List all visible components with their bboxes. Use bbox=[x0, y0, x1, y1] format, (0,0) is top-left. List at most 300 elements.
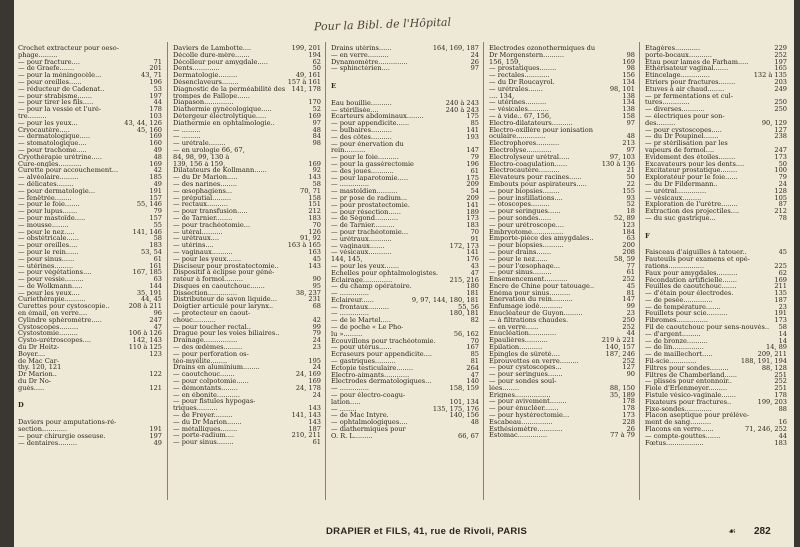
entry-term: — à filtrations chaudes. bbox=[489, 316, 569, 324]
index-entry bbox=[645, 277, 787, 284]
index-entry bbox=[18, 147, 162, 154]
index-entry bbox=[489, 195, 635, 202]
index-entry bbox=[489, 167, 635, 174]
entry-pages: 135, 175, 176 bbox=[432, 404, 479, 413]
index-entry bbox=[331, 283, 479, 290]
entry-term: Écarteurs abdominaux........ bbox=[331, 113, 424, 121]
index-entry bbox=[331, 412, 479, 419]
entry-pages: 106 à 126 bbox=[128, 329, 162, 338]
index-entry bbox=[489, 324, 635, 331]
section-letter bbox=[331, 79, 479, 93]
index-entry bbox=[645, 59, 787, 66]
entry-pages bbox=[476, 72, 479, 79]
entry-term: — en verre.......... bbox=[331, 51, 389, 59]
entry-pages: 18 bbox=[626, 207, 635, 216]
index-entry bbox=[18, 215, 162, 222]
entry-term: phage......... bbox=[18, 51, 58, 59]
entry-term: Flacons en verre...... bbox=[645, 426, 714, 433]
entry-pages: 48 bbox=[312, 125, 321, 134]
index-entry bbox=[18, 93, 162, 100]
entry-term: — urétraux........... bbox=[331, 235, 392, 243]
entry-pages: 78 bbox=[778, 213, 787, 222]
handwritten-signature: Pour la Bibl. de l'Hôpital bbox=[313, 15, 452, 34]
entry-pages: 199, 203 bbox=[757, 397, 787, 406]
entry-term: — dermatologique..... bbox=[18, 133, 91, 141]
entry-term: Éprouvettes en verre......... bbox=[489, 357, 579, 365]
entry-pages: 44, 45 bbox=[141, 295, 162, 304]
entry-pages: 47 bbox=[470, 370, 479, 379]
entry-pages: 141, 146 bbox=[132, 227, 162, 236]
entry-term: — .............. bbox=[331, 310, 370, 318]
index-entry bbox=[331, 134, 479, 141]
entry-term: — pour le rein...... bbox=[18, 248, 79, 256]
entry-pages: 35, 189 bbox=[609, 390, 635, 399]
entry-term: porte-bocaux........... bbox=[645, 51, 712, 59]
index-entry bbox=[173, 303, 321, 310]
entry-pages: 200 bbox=[622, 241, 635, 250]
entry-pages: 151 bbox=[308, 200, 321, 209]
entry-term: triques.......... bbox=[173, 405, 218, 413]
entry-term: oculaire.............. bbox=[489, 133, 546, 141]
entry-term: — de bronze.......... bbox=[645, 337, 708, 345]
entry-term: — vaginaux....... bbox=[331, 242, 385, 250]
entry-pages: 240 à 243 bbox=[445, 105, 479, 114]
index-entry bbox=[18, 127, 162, 134]
entry-term: Évidement des étoiles........ bbox=[645, 153, 736, 161]
entry-pages: 90, 129 bbox=[761, 118, 787, 127]
entry-term: Diapason.............. bbox=[173, 99, 234, 107]
entry-term: Diathermie gynécologique..... bbox=[173, 106, 272, 113]
entry-pages: 24, 178 bbox=[295, 383, 321, 392]
column-rule bbox=[325, 42, 326, 500]
index-entry bbox=[173, 215, 321, 222]
entry-term: — du Dr Marion....... bbox=[173, 418, 242, 426]
entry-term: Épaulières........... bbox=[489, 337, 548, 345]
index-entry bbox=[489, 303, 635, 310]
index-entry bbox=[331, 243, 479, 250]
entry-pages: 22 bbox=[626, 179, 635, 188]
entry-term: Encre de Chine pour tatouage.. bbox=[489, 282, 595, 290]
entry-term: rateur à formol......... bbox=[173, 276, 243, 283]
index-entry bbox=[331, 59, 479, 66]
entry-pages: 24 bbox=[312, 363, 321, 372]
entry-term: — .............. bbox=[331, 385, 370, 393]
entry-pages: 49 bbox=[153, 179, 162, 188]
index-entry bbox=[645, 188, 787, 195]
entry-term: Fil de caoutchouc pour sens-nouvés.. bbox=[645, 324, 770, 331]
index-entry bbox=[173, 358, 321, 365]
entry-term: Détergeur électrolytique..... bbox=[173, 112, 267, 120]
entry-pages: 188, 191, 194 bbox=[740, 357, 787, 366]
entry-term: — pour utérus...... bbox=[331, 344, 392, 352]
entry-pages: 158 bbox=[622, 111, 635, 120]
entry-pages: 43, 44, 126 bbox=[124, 118, 162, 127]
index-entry bbox=[173, 181, 321, 188]
entry-pages: 97 bbox=[312, 118, 321, 127]
index-entry bbox=[489, 235, 635, 242]
entry-term: — pour colpotomie...... bbox=[173, 378, 249, 385]
entry-term: — ........ bbox=[331, 405, 357, 413]
index-entry bbox=[645, 310, 787, 317]
page-number: 282 bbox=[754, 526, 771, 537]
entry-term: Éthérisateur vaginal....... bbox=[645, 65, 729, 73]
entry-pages: 172, 173 bbox=[449, 241, 479, 250]
entry-pages: 169 bbox=[622, 57, 635, 66]
entry-term: — pour biopsies.......... bbox=[489, 242, 564, 249]
index-entry bbox=[18, 310, 162, 317]
entry-term: Doigtier articulé pour larynx.. bbox=[173, 303, 274, 311]
entry-term: — de Freyer......... bbox=[173, 412, 233, 419]
index-entry bbox=[173, 249, 321, 256]
entry-pages: 58, 59 bbox=[614, 254, 635, 263]
entry-term: — en verre...... bbox=[489, 323, 539, 331]
entry-term: — mousse........ bbox=[18, 221, 69, 229]
entry-pages: 126 bbox=[308, 227, 321, 236]
entry-term: Électro-aimants............ bbox=[331, 371, 410, 379]
index-entry bbox=[18, 52, 162, 59]
entry-term: — pour la gassérectomie bbox=[331, 160, 414, 168]
ornament-icon: ☙ bbox=[728, 527, 737, 537]
entry-pages: 55, 146 bbox=[136, 200, 162, 209]
entry-term: Électrophores........... bbox=[489, 140, 560, 147]
entry-term: — alvéolaire......... bbox=[18, 174, 79, 181]
entry-pages: 47 bbox=[153, 322, 162, 331]
entry-pages: 14 bbox=[778, 336, 787, 345]
entry-term: Cystostomie......... bbox=[18, 330, 78, 338]
scan-edge-left bbox=[0, 0, 14, 547]
entry-term: D bbox=[18, 401, 24, 410]
entry-term: — pour trachéotomie... bbox=[331, 228, 409, 236]
entry-pages: 98 bbox=[626, 50, 635, 59]
entry-term: téo-myélite........ bbox=[173, 357, 228, 365]
entry-term: Esthésiomètre............ bbox=[489, 425, 563, 433]
entry-pages: 144 bbox=[149, 281, 162, 290]
entry-pages: 44 bbox=[626, 329, 635, 338]
entry-term: — pour chirurgie osseuse. bbox=[18, 432, 106, 440]
index-entry bbox=[18, 344, 162, 351]
index-entry bbox=[331, 433, 479, 440]
index-entry bbox=[18, 358, 162, 365]
index-entry bbox=[18, 433, 162, 440]
entry-pages: 99 bbox=[626, 302, 635, 311]
entry-pages: 141 bbox=[466, 200, 479, 209]
entry-term: — obstétricale...... bbox=[18, 235, 79, 243]
index-entry bbox=[173, 195, 321, 202]
index-entry bbox=[645, 167, 787, 174]
entry-pages: 91, 92 bbox=[300, 234, 321, 243]
entry-term: — pour le foie....... bbox=[18, 201, 80, 209]
index-entry bbox=[173, 392, 321, 399]
index-entry bbox=[331, 365, 479, 372]
entry-pages: 45 bbox=[626, 281, 635, 290]
index-entry bbox=[489, 93, 635, 100]
entry-pages: 238 bbox=[774, 132, 787, 141]
index-entry bbox=[173, 310, 321, 317]
entry-pages: 187, 246 bbox=[605, 349, 635, 358]
entry-term: — en ébonite........... bbox=[173, 391, 240, 399]
index-entry bbox=[331, 168, 479, 175]
entry-pages: 127 bbox=[774, 125, 787, 134]
entry-term: — .............. bbox=[331, 181, 370, 189]
index-entry bbox=[489, 358, 635, 365]
entry-pages: 58 bbox=[778, 323, 787, 332]
entry-term: du Dr No- bbox=[18, 378, 52, 385]
entry-pages: 63 bbox=[153, 275, 162, 284]
entry-term: — de lin............... bbox=[645, 344, 704, 352]
entry-term: — pour le nez..... bbox=[18, 228, 75, 236]
entry-pages: 88 bbox=[778, 404, 787, 413]
entry-term: ment de sang.......... bbox=[645, 419, 712, 427]
entry-term: — pour cystoscopes... bbox=[489, 364, 562, 372]
index-entry bbox=[331, 256, 479, 263]
index-entry bbox=[173, 324, 321, 331]
index-entry bbox=[331, 209, 479, 216]
entry-pages: 183 bbox=[466, 221, 479, 230]
entry-pages: 122 bbox=[149, 370, 162, 379]
index-entry bbox=[489, 229, 635, 236]
entry-term: Dermatologie......... bbox=[173, 72, 238, 79]
index-entry bbox=[645, 86, 787, 93]
entry-pages: 98, 101 bbox=[609, 84, 635, 93]
entry-pages: 26 bbox=[470, 57, 479, 66]
index-entry bbox=[489, 398, 635, 405]
entry-pages: 50 bbox=[778, 159, 787, 168]
entry-term: F bbox=[645, 231, 650, 240]
entry-term: — pour drains....... bbox=[489, 248, 552, 256]
entry-term: — ......... bbox=[173, 133, 201, 141]
entry-pages: 185 bbox=[149, 173, 162, 182]
entry-term: — de Mac Intyre. bbox=[331, 412, 389, 420]
entry-pages: 56, 162 bbox=[453, 329, 479, 338]
entry-term: Curiethérapie.......... bbox=[18, 296, 86, 304]
entry-term: — pour instillations.... bbox=[489, 194, 563, 202]
index-entry bbox=[645, 106, 787, 113]
index-entry bbox=[645, 304, 787, 311]
entry-pages: 55, 56 bbox=[458, 302, 479, 311]
entry-term: Daviers pour amputations-ré- bbox=[18, 419, 117, 427]
index-entry bbox=[489, 72, 635, 79]
index-entry bbox=[645, 140, 787, 147]
entry-pages: 178 bbox=[149, 105, 162, 114]
entry-term: — pour l'œsophage... bbox=[489, 262, 560, 270]
entry-pages: 97 bbox=[626, 118, 635, 127]
column-rule bbox=[167, 42, 168, 500]
entry-term: O. R. L......... bbox=[331, 432, 373, 440]
index-entry bbox=[18, 140, 162, 147]
entry-pages: 66, 67 bbox=[458, 431, 479, 440]
entry-pages: 169 bbox=[308, 377, 321, 386]
index-entry bbox=[331, 181, 479, 188]
entry-term: Exploratéur pour le foie...... bbox=[645, 174, 738, 181]
entry-term: — pour seringues....... bbox=[489, 371, 563, 379]
entry-term: — rectales............ bbox=[489, 72, 550, 79]
index-entry bbox=[173, 120, 321, 127]
entry-pages: 178 bbox=[774, 391, 787, 400]
index-entry bbox=[645, 249, 787, 256]
entry-term: Eau bouillie.......... bbox=[331, 99, 392, 107]
index-entry bbox=[645, 372, 787, 379]
entry-term: — électriques pour son- bbox=[645, 112, 725, 120]
entry-term: Épingles de sûreté.... bbox=[489, 350, 560, 358]
entry-pages: 203 bbox=[774, 77, 787, 86]
entry-term: Disciseur pour prostatectomie.. bbox=[173, 262, 279, 270]
entry-term: Drainage................ bbox=[173, 337, 238, 345]
entry-pages: 97 bbox=[470, 64, 479, 73]
entry-pages: 26 bbox=[626, 424, 635, 433]
index-entry bbox=[489, 405, 635, 412]
entry-term: 139, 156 à 159, bbox=[173, 160, 226, 168]
index-entry bbox=[173, 154, 321, 161]
index-entry bbox=[18, 72, 162, 79]
entry-term: Étau pour lames de Farham..... bbox=[645, 58, 749, 66]
index-column-2 bbox=[173, 45, 321, 446]
entry-pages: 88, 150 bbox=[609, 383, 635, 392]
index-entry bbox=[173, 45, 321, 52]
entry-term: — vésicaux........... bbox=[331, 249, 392, 257]
entry-term: Emporte-pièce des amygdales.. bbox=[489, 235, 594, 243]
entry-term: Escabeau............... bbox=[489, 418, 553, 426]
entry-pages: 173 bbox=[774, 316, 787, 325]
entry-pages: 199, 201 bbox=[291, 45, 321, 52]
entry-term: — pour hystérectomie... bbox=[489, 412, 570, 419]
entry-term: — diathermiques pour bbox=[331, 426, 406, 433]
entry-pages: 48 bbox=[153, 152, 162, 161]
entry-pages: 50 bbox=[626, 173, 635, 182]
paper bbox=[14, 0, 794, 547]
entry-term: — prostatiques........ bbox=[489, 65, 557, 73]
entry-term: — rectaux.......... bbox=[173, 201, 228, 209]
index-entry bbox=[18, 86, 162, 93]
index-entry bbox=[645, 324, 787, 331]
index-entry bbox=[18, 167, 162, 174]
index-entry bbox=[331, 161, 479, 168]
index-entry bbox=[173, 351, 321, 358]
entry-term: — pour vessie......... bbox=[18, 276, 84, 283]
entry-pages: 61 bbox=[153, 254, 162, 263]
entry-pages: 49 bbox=[153, 438, 162, 447]
entry-pages: 178 bbox=[622, 404, 635, 413]
entry-pages: 79 bbox=[778, 173, 787, 182]
index-entry bbox=[18, 440, 162, 447]
entry-term: — pr fermentations et cul- bbox=[645, 92, 734, 100]
entry-pages: 134 bbox=[622, 98, 635, 107]
entry-pages: 85 bbox=[470, 350, 479, 359]
entry-pages: 48 bbox=[470, 418, 479, 427]
entry-pages: 96 bbox=[153, 309, 162, 318]
entry-term: — métalliques........ bbox=[173, 425, 238, 433]
entry-term: — protecteur en caout- bbox=[173, 310, 251, 317]
entry-term: Exploration de l'urètre........ bbox=[645, 201, 738, 209]
entry-term: Cryothérapie urétrine..... bbox=[18, 153, 102, 161]
entry-pages: 163 à 165 bbox=[287, 241, 321, 250]
entry-pages: 173 bbox=[466, 214, 479, 223]
entry-pages: 195 bbox=[308, 356, 321, 365]
index-entry bbox=[645, 378, 787, 385]
index-entry bbox=[645, 263, 787, 270]
index-entry bbox=[489, 201, 635, 208]
entry-term: Diagnostic de la perméabilité des bbox=[173, 85, 286, 93]
entry-pages: 161 bbox=[149, 261, 162, 270]
entry-pages: 121 bbox=[149, 383, 162, 392]
index-entry bbox=[331, 297, 479, 304]
entry-term: tures............. bbox=[645, 99, 690, 107]
index-entry bbox=[173, 242, 321, 249]
entry-term: Drains utérins...... bbox=[331, 45, 392, 52]
entry-term: Cystoscopes......... bbox=[18, 323, 79, 331]
index-entry bbox=[173, 52, 321, 59]
index-entry bbox=[645, 331, 787, 338]
entry-term: rations................. bbox=[645, 262, 705, 270]
index-column-5 bbox=[645, 45, 787, 446]
index-entry bbox=[331, 372, 479, 379]
index-entry bbox=[489, 317, 635, 324]
index-entry bbox=[645, 120, 787, 127]
entry-term: E bbox=[331, 81, 337, 90]
index-entry bbox=[331, 338, 479, 345]
index-entry bbox=[331, 249, 479, 256]
entry-pages: 53 bbox=[153, 84, 162, 93]
index-entry bbox=[18, 378, 162, 385]
entry-term: 84, 98, 99, 130 à bbox=[173, 153, 230, 161]
entry-term: Feuillets pour scie.......... bbox=[645, 310, 728, 318]
entry-term: — de Ségond........... bbox=[331, 215, 399, 223]
entry-pages: 77 à 79 bbox=[610, 431, 635, 440]
index-entry bbox=[489, 52, 635, 59]
entry-term: — pour fistules hypogas- bbox=[173, 398, 256, 406]
index-entry bbox=[331, 277, 479, 284]
index-entry bbox=[18, 256, 162, 263]
entry-pages: 45 bbox=[312, 254, 321, 263]
entry-pages bbox=[159, 412, 162, 419]
entry-pages: 180 bbox=[466, 282, 479, 291]
entry-term: — pour énucléer....... bbox=[489, 405, 559, 413]
entry-pages: 87 bbox=[778, 200, 787, 209]
entry-pages: 187 bbox=[308, 424, 321, 433]
entry-pages: 158, 159 bbox=[449, 384, 479, 393]
entry-term: — pour les yeux....... bbox=[173, 255, 242, 263]
index-entry bbox=[18, 45, 162, 52]
index-entry bbox=[173, 290, 321, 297]
entry-term: — pour sinus......... bbox=[489, 269, 552, 277]
entry-term: — plissés pour entonnoir.. bbox=[645, 378, 732, 386]
index-entry bbox=[489, 215, 635, 222]
entry-pages: 175 bbox=[466, 173, 479, 182]
entry-pages: 142, 143 bbox=[132, 336, 162, 345]
entry-term: — en urologie 66, 67, bbox=[173, 146, 245, 154]
entry-term: Filtres pour sondes......... bbox=[645, 364, 729, 372]
index-entry bbox=[645, 72, 787, 79]
entry-term: — sphinctérien.... bbox=[331, 65, 390, 73]
entry-pages: 181 bbox=[466, 289, 479, 298]
entry-pages: 212 bbox=[308, 207, 321, 216]
entry-term: — pour dermatologie... bbox=[18, 187, 96, 195]
entry-term: du Dr Heitz- bbox=[18, 344, 60, 351]
entry-pages: 251 bbox=[774, 384, 787, 393]
entry-term: — de le Martel..... bbox=[331, 317, 391, 325]
entry-term: Fixe-sondes............. bbox=[645, 405, 712, 413]
entry-term: — d'argent......... bbox=[645, 330, 701, 338]
index-entry bbox=[173, 296, 321, 303]
entry-pages: 165 bbox=[774, 64, 787, 73]
index-entry bbox=[331, 215, 479, 222]
entry-term: Distributeur de savon liquide... bbox=[173, 296, 277, 304]
entry-term: lées........ bbox=[489, 384, 520, 392]
entry-term: Électrodes ozonothermiques du bbox=[489, 45, 596, 52]
index-entry bbox=[173, 256, 321, 263]
entry-pages: 61 bbox=[626, 268, 635, 277]
entry-term: — frontaux.......... bbox=[331, 303, 390, 311]
index-entry bbox=[331, 175, 479, 182]
